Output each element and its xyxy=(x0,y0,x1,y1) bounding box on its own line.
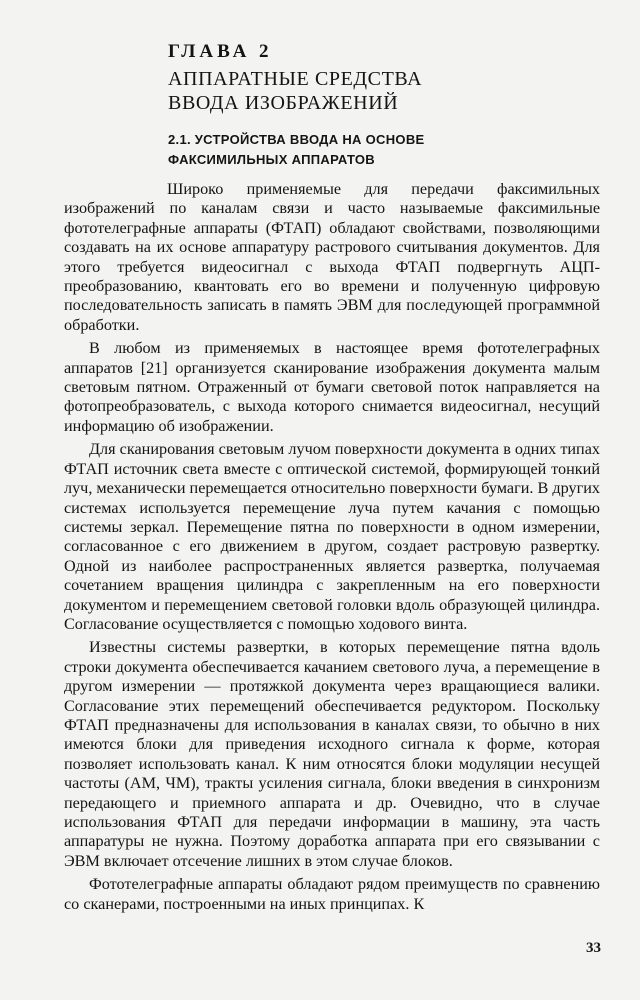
chapter-label: ГЛАВА 2 xyxy=(168,41,273,62)
paragraph-2: В любом из применяемых в настоящее время фототелеграфных аппаратов [21] организуется сканирование изображения документа малым световым пятном. Отраженный от бумаги световой поток направляется на фотопреобразователь, с выхода которого снимается видеосигнал, несущий информацию об изображении. xyxy=(64,339,600,435)
section-heading-line-1: 2.1. УСТРОЙСТВА ВВОДА НА ОСНОВЕ xyxy=(168,132,425,147)
paragraph-4: Известны системы развертки, в которых перемещение пятна вдоль строки документа обеспечивается качанием светового луча, а перемещение в другом измерении — протяжкой документа через вращающиеся валики. Согласование этих перемещений обеспечивается редуктором. Поскольку ФТАП предназначены для использования в каналах связи, то обычно в них имеются блоки для приведения исходного сигнала к форме, которая позволяет использовать канал. К ним относятся блоки модуляции несущей частоты (АМ, ЧМ), тракты усиления сигнала, блоки введения в синхронизм передающего и приемного аппарата и др. Очевидно, что в случае использования ФТАП для передачи информации в машину, эта часть аппаратуры не нужна. Поэтому доработка аппарата при его связывании с ЭВМ включает отсечение лишних в этом случае блоков. xyxy=(64,638,600,870)
paragraph-3: Для сканирования световым лучом поверхности документа в одних типах ФТАП источник света вместе с оптической системой, формирующей тонкий луч, механически перемещается относительно поверхности бумаги. В других системах используется перемещение луча путем качания с помощью системы зеркал. Перемещение пятна по поверхности в одном измерении, согласованное с его движением в другом, создает растровую развертку. Одной из наиболее распространенных является развертка, получаемая сочетанием вращения цилиндра с закрепленным на его поверхности документом и перемещением световой головки вдоль образующей цилиндра. Согласование осуществляется с помощью ходового винта. xyxy=(64,440,600,633)
paragraph-5: Фототелеграфные аппараты обладают рядом преимуществ по сравнению со сканерами, построенными на иных принципах. К xyxy=(64,875,600,913)
chapter-title xyxy=(168,67,588,115)
page-number: 33 xyxy=(586,940,601,956)
chapter-title-line-2: ВВОДА ИЗОБРАЖЕНИЙ xyxy=(168,92,399,114)
section-heading-line-2: ФАКСИМИЛЬНЫХ АППАРАТОВ xyxy=(168,152,375,167)
body-text xyxy=(64,180,600,914)
section-heading xyxy=(168,130,588,170)
chapter-title-line-1: АППАРАТНЫЕ СРЕДСТВА xyxy=(168,68,423,90)
paragraph-1: Широко применяемые для передачи факсимильных изображений по каналам связи и часто называемые факсимильные фототелеграфные аппараты (ФТАП) обладают свойствами, позволяющими создавать на их основе аппаратуру растрового считывания документов. Для этого требуется видеосигнал с выхода ФТАП подвергнуть АЦП-преобразованию, квантовать его во времени и полученную цифровую последовательность записать в память ЭВМ для последующей программной обработки. xyxy=(64,180,600,334)
